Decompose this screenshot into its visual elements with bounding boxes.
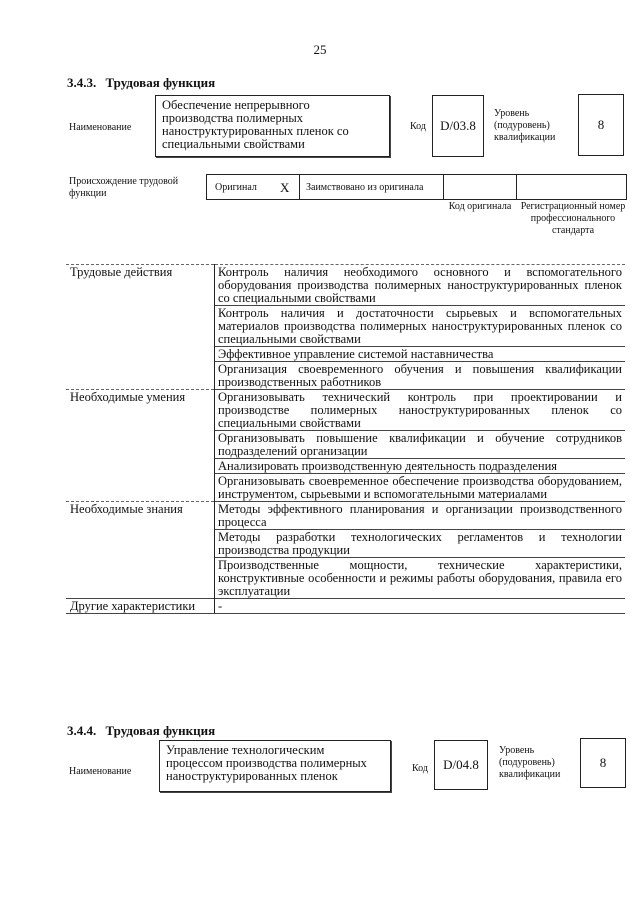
section-title: Трудовая функция xyxy=(105,75,216,90)
name-label: Наименование xyxy=(69,766,132,777)
table-cell: Контроль наличия и достаточности сырьевых и вспомогательных материалов производства полимерных наноструктурированных пленок со специальными свойствами xyxy=(215,306,626,347)
section-number: 3.4.3. xyxy=(67,75,97,90)
section-heading-343 xyxy=(67,75,215,91)
table-cell: Организовывать своевременное обеспечение производства оборудованием, инструментом, сырьевыми и вспомогательными материалами xyxy=(215,474,626,502)
origin-label: Происхождение трудовой функции xyxy=(69,176,179,199)
group-label-skills: Необходимые умения xyxy=(66,390,215,502)
page-number: 25 xyxy=(313,42,327,57)
table-row xyxy=(66,502,625,530)
divider xyxy=(443,175,444,199)
original-mark: X xyxy=(280,180,290,195)
original-label: Оригинал xyxy=(215,182,257,193)
level-label: Уровень (подуровень) квалификации xyxy=(494,108,556,143)
section-heading-344 xyxy=(67,723,215,739)
reg-number-label: Регистрационный номер профессионального стандарта xyxy=(520,201,626,236)
function-table xyxy=(66,264,625,614)
divider xyxy=(516,175,517,199)
level-label: Уровень (подуровень) квалификации xyxy=(499,745,561,780)
table-cell: Анализировать производственную деятельность подразделения xyxy=(215,459,626,474)
code-value-box: D/04.8 xyxy=(434,740,488,790)
code-label: Код xyxy=(410,121,426,132)
table-row xyxy=(66,599,625,614)
section-title: Трудовая функция xyxy=(105,723,216,738)
divider xyxy=(299,175,300,199)
table-cell: Контроль наличия необходимого основного и вспомогательного оборудования производства полимерных наноструктурированных пленок со специальными свойствами xyxy=(215,265,626,306)
table-cell: Организация своевременного обучения и повышения квалификации производственных работников xyxy=(215,362,626,390)
level-value-box: 8 xyxy=(580,738,626,788)
section-number: 3.4.4. xyxy=(67,723,97,738)
group-label-actions: Трудовые действия xyxy=(66,265,215,390)
table-cell: Организовывать повышение квалификации и обучение сотрудников подразделений организации xyxy=(215,431,626,459)
code-label: Код xyxy=(412,763,428,774)
function-name-box: Обеспечение непрерывного производства полимерных наноструктурированных пленок со специальными свойствами xyxy=(155,95,390,157)
borrowed-label: Заимствовано из оригинала xyxy=(306,182,424,193)
level-value-box: 8 xyxy=(578,94,624,156)
table-cell: Эффективное управление системой наставничества xyxy=(215,347,626,362)
table-row xyxy=(66,390,625,431)
group-label-knowledge: Необходимые знания xyxy=(66,502,215,599)
table-cell: Производственные мощности, технические характеристики, конструктивные особенности и режимы работы оборудования, правила его эксплуатации xyxy=(215,558,626,599)
table-cell: Организовывать технический контроль при проектировании и производстве полимерных наноструктурированных пленок со специальными свойствами xyxy=(215,390,626,431)
table-cell: Методы эффективного планирования и организации производственного процесса xyxy=(215,502,626,530)
code-original-label: Код оригинала xyxy=(448,201,512,212)
name-label: Наименование xyxy=(69,122,132,133)
group-label-other: Другие характеристики xyxy=(66,599,215,614)
code-value-box: D/03.8 xyxy=(432,95,484,157)
table-row xyxy=(66,265,625,306)
origin-row xyxy=(206,174,627,200)
table-cell: - xyxy=(215,599,626,614)
table-cell: Методы разработки технологических регламентов и технологии производства продукции xyxy=(215,530,626,558)
function-name-box: Управление технологическим процессом производства полимерных наноструктурированных пленок xyxy=(159,740,391,792)
